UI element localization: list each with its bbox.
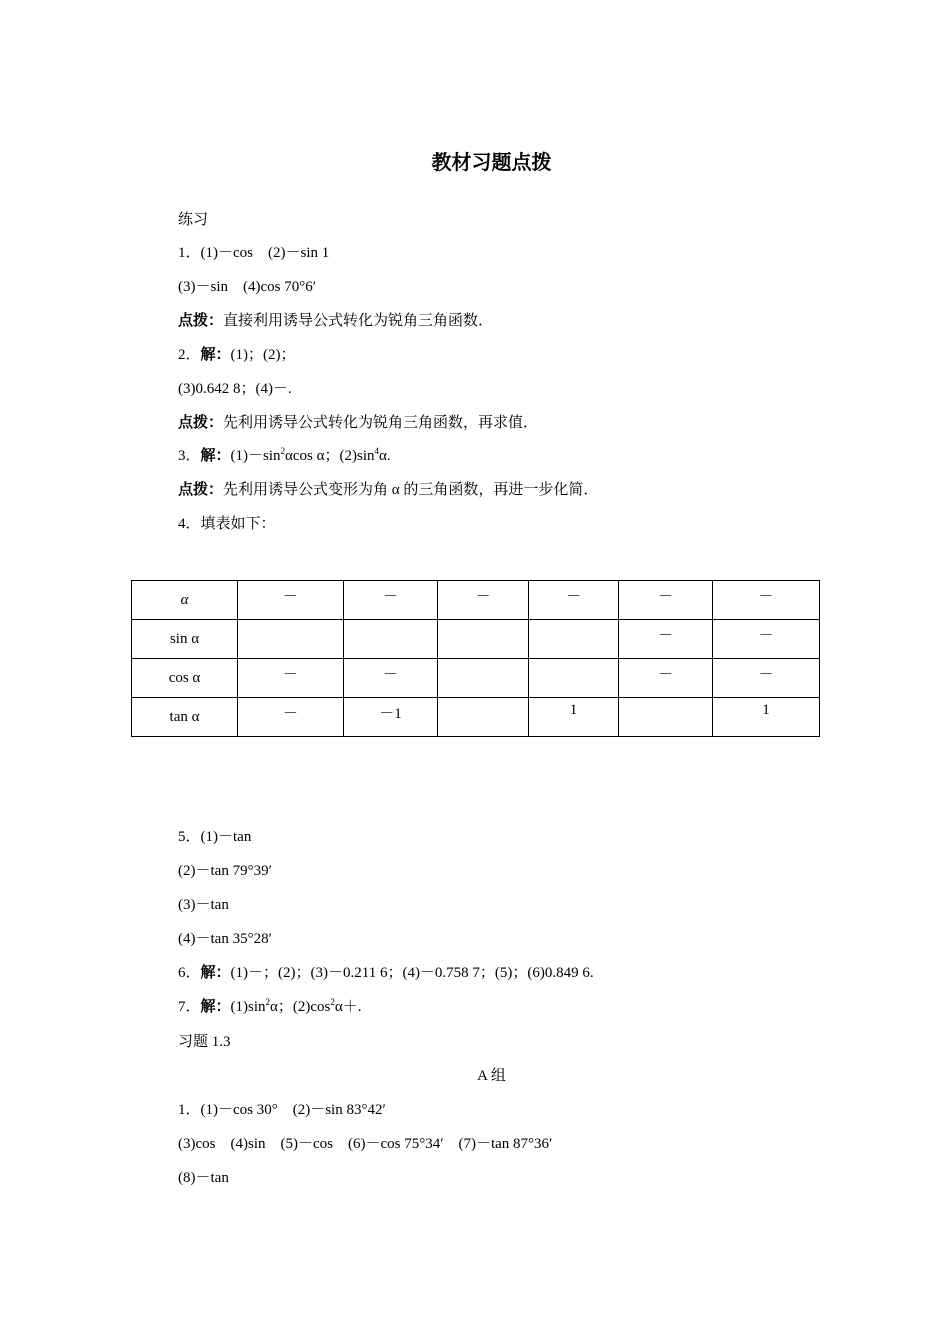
q6-num: 6． xyxy=(178,965,201,981)
q3-line xyxy=(178,446,391,466)
q6-answer: (1)－；(2)；(3)－0.211 6；(4)－0.758 7；(5)；(6)0.849 6. xyxy=(230,965,594,981)
table-cell: － xyxy=(529,581,619,620)
q5-line3: (3)－tan xyxy=(178,897,229,913)
hint-label: 点拨： xyxy=(178,482,224,498)
q2-answer-1: (1)；(2)； xyxy=(230,347,296,363)
table-cell: 1 xyxy=(529,698,619,737)
q2-line2: (3)0.642 8；(4)－. xyxy=(178,381,292,397)
q2-line1 xyxy=(178,345,296,365)
q3-part2: αcos α；(2)sin xyxy=(285,448,375,464)
table-cell xyxy=(438,620,529,659)
table-cell: － xyxy=(713,659,820,698)
section-heading-practice: 练习 xyxy=(178,212,209,228)
table-row xyxy=(132,581,820,620)
q1-answer-1: (1)－cos (2)－sin 1 xyxy=(200,245,330,261)
q6-solution-label: 解： xyxy=(200,965,231,981)
table-cell: － xyxy=(713,620,820,659)
q7-exp1: 2 xyxy=(265,997,271,1007)
page-title: 教材习题点拨 xyxy=(431,150,552,174)
q3-num: 3． xyxy=(178,448,201,464)
q1-line1 xyxy=(178,243,329,263)
q7-line xyxy=(178,997,362,1017)
q7-part2: α；(2)cos xyxy=(270,999,331,1015)
q4-line: 4．填表如下： xyxy=(178,516,276,532)
q7-exp2: 2 xyxy=(330,997,335,1007)
table-cell xyxy=(619,698,713,737)
hint-2 xyxy=(178,413,538,433)
q3-solution-label: 解： xyxy=(200,448,231,464)
table-cell: － xyxy=(619,659,713,698)
table-row xyxy=(132,620,820,659)
table-cell: － xyxy=(438,581,529,620)
q1-num: 1． xyxy=(178,245,201,261)
table-cell: － xyxy=(344,581,438,620)
table-cell xyxy=(344,620,438,659)
table-cell xyxy=(438,659,529,698)
table-row xyxy=(132,659,820,698)
values-table xyxy=(131,580,820,737)
q1-line2: (3)－sin (4)cos 70°6′ xyxy=(178,279,317,295)
q2-num: 2． xyxy=(178,347,201,363)
table-cell: － xyxy=(713,581,820,620)
a1-line3: (8)－tan xyxy=(178,1170,229,1186)
table-cell: － xyxy=(619,581,713,620)
table-cell xyxy=(438,698,529,737)
a1-line2: (3)cos (4)sin (5)－cos (6)－cos 75°34′ (7)－tan 87°36′ xyxy=(178,1136,553,1152)
q7-part1: (1)sin xyxy=(230,999,266,1015)
table-cell xyxy=(529,620,619,659)
table-cell: －1 xyxy=(344,698,438,737)
q6-line xyxy=(178,963,594,983)
table-cell: 1 xyxy=(713,698,820,737)
group-a-heading: A 组 xyxy=(477,1068,506,1084)
hint-1-text: 直接利用诱导公式转化为锐角三角函数． xyxy=(223,313,494,329)
q3-exp1: 2 xyxy=(280,446,286,456)
table-cell: － xyxy=(619,620,713,659)
a1-line1: 1．(1)－cos 30° (2)－sin 83°42′ xyxy=(178,1102,386,1118)
table-cell: sin α xyxy=(132,620,238,659)
table-cell: － xyxy=(238,698,344,737)
table-cell xyxy=(529,659,619,698)
exercise-title: 习题 1.3 xyxy=(178,1034,231,1050)
hint-3-text: 先利用诱导公式变形为角 α 的三角函数，再进一步化简． xyxy=(223,482,599,498)
q7-num: 7． xyxy=(178,999,201,1015)
table-cell xyxy=(238,620,344,659)
q7-solution-label: 解： xyxy=(200,999,231,1015)
table-cell: － xyxy=(344,659,438,698)
hint-3 xyxy=(178,480,598,500)
hint-label: 点拨： xyxy=(178,313,224,329)
table-cell: － xyxy=(238,581,344,620)
q5-line2: (2)－tan 79°39′ xyxy=(178,863,272,879)
q2-solution-label: 解： xyxy=(200,347,231,363)
table-cell: － xyxy=(238,659,344,698)
table-cell: α xyxy=(132,581,238,620)
hint-1 xyxy=(178,311,493,331)
q3-exp2: 4 xyxy=(374,446,379,456)
hint-2-text: 先利用诱导公式转化为锐角三角函数，再求值． xyxy=(223,415,539,431)
q3-part1: (1)－sin xyxy=(230,448,281,464)
q5-line4: (4)－tan 35°28′ xyxy=(178,931,272,947)
q5-line1: 5．(1)－tan xyxy=(178,829,252,845)
table-cell: tan α xyxy=(132,698,238,737)
table-row xyxy=(132,698,820,737)
hint-label: 点拨： xyxy=(178,415,224,431)
table-cell: cos α xyxy=(132,659,238,698)
q7-part3: α＋. xyxy=(334,999,362,1015)
q3-part3: α. xyxy=(379,448,391,464)
